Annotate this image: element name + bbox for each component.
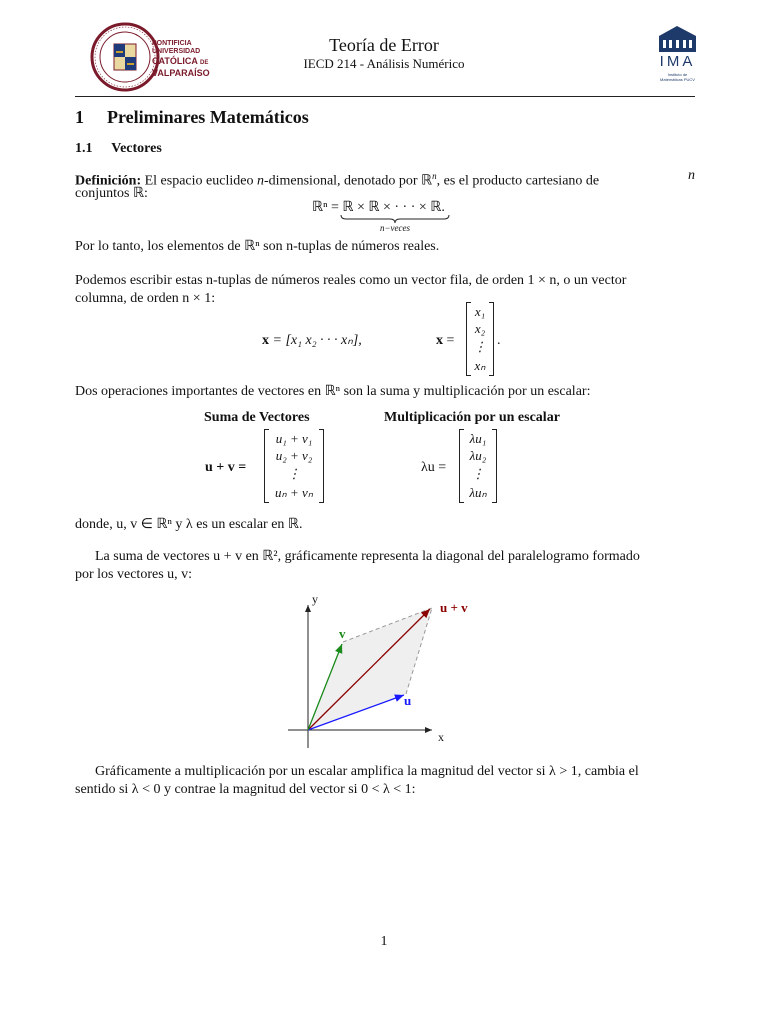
logo-line-2: UNIVERSIDAD — [152, 48, 201, 55]
label-v: v — [339, 626, 346, 641]
building-icon — [655, 22, 700, 54]
column-vector-period: . — [497, 333, 501, 348]
definition-text-1: El espacio euclideo — [144, 173, 254, 189]
paragraph-ntuples: Por lo tanto, los elementos de ℝⁿ son n-tuplas de números reales. — [75, 239, 440, 254]
paragraph-operations: Dos operaciones importantes de vectores en ℝⁿ son la suma y multiplicación por un escalar: — [75, 384, 591, 399]
y-axis-label: y — [312, 592, 318, 606]
formula-rhs: ℝ × ℝ × · · · × ℝ — [342, 200, 442, 215]
paragraph-where: donde, u, v ∈ ℝⁿ y λ es un escalar en ℝ. — [75, 517, 303, 532]
paragraph-row-col-line-1: Podemos escribir estas n-tuplas de números reales como un vector fila, de orden 1 × n, o un vector — [75, 273, 627, 288]
scalar-entry-2: λu₂ — [469, 448, 487, 463]
col-entry-2: x₂ — [474, 321, 486, 336]
column-vector-lhs: x = — [436, 333, 455, 348]
x-axis-label: x — [438, 730, 444, 744]
label-u-plus-v: u + v — [440, 600, 468, 615]
definition-text-4: conjuntos — [75, 186, 130, 201]
definition-label: Definición: — [75, 173, 142, 189]
col-entry-4: xₙ — [474, 358, 486, 373]
ima-logo-text: IMA — [659, 53, 696, 70]
paragraph-scalar-graphic — [75, 763, 700, 799]
paragraph-sum-graphic-line-1: La suma de vectores u + v en ℝ², gráficamente representa la diagonal del paralelogramo formado — [95, 549, 640, 564]
logo-line-4: VALPARAÍSO — [152, 68, 210, 78]
section-number: 1 — [75, 107, 84, 127]
definition-continuation: conjuntos ℝ: — [75, 186, 148, 201]
paragraph-row-col-line-2: columna, de orden n × 1: — [75, 291, 216, 306]
paragraph-scalar-graphic-line-2: sentido si λ < 0 y contrae la magnitud del vector si 0 < λ < 1: — [75, 782, 416, 797]
ima-small-2: Matemáticas PUCV — [660, 77, 695, 82]
scalar-entry-1: λu₁ — [469, 431, 487, 446]
row-vector-eq: = [x₁ x₂ · · · xₙ], — [269, 333, 362, 348]
sum-matrix — [264, 429, 324, 503]
col-entry-3: ⋮ — [473, 339, 487, 354]
logo-line-1: PONTIFICIA — [152, 40, 192, 47]
paragraph-sum-graphic — [75, 548, 700, 584]
underbrace-label: n−veces — [379, 223, 411, 233]
column-vector-matrix — [466, 302, 494, 376]
definition-text-3: , es el producto cartesiano de — [436, 173, 600, 189]
label-u: u — [404, 693, 412, 708]
formula-lhs: ℝⁿ = — [312, 200, 343, 215]
sum-entry-1: u₁ + v₁ — [275, 431, 313, 446]
paragraph-row-col — [75, 272, 700, 308]
definition-paragraph: Definición: El espacio euclideo n-dimensional, denotado por ℝ$^n$, es el producto cartesiano de n — [75, 168, 695, 189]
scalar-entry-4: λuₙ — [469, 485, 487, 500]
page-number: 1 — [380, 934, 388, 949]
sum-title: Suma de Vectores — [204, 410, 310, 425]
section-title: Preliminares Matemáticos — [107, 107, 309, 127]
row-vector-lhs: x — [262, 333, 269, 348]
sum-entry-2: u₂ + v₂ — [275, 448, 313, 463]
ima-small-1: Instituto de — [667, 72, 688, 77]
logo-line-3: CATÓLICA — [152, 56, 198, 66]
formula-end: . — [441, 200, 445, 215]
row-vector — [262, 332, 362, 350]
scalar-lhs: λu = — [421, 460, 447, 475]
scalar-matrix — [459, 429, 497, 503]
header-rule — [75, 96, 695, 97]
sum-entry-4: uₙ + vₙ — [275, 485, 313, 500]
paragraph-scalar-graphic-line-1: Gráficamente a multiplicación por un escalar amplifica la magnitud del vector si λ > 1, cambia el — [95, 764, 639, 779]
document-subtitle: IECD 214 - Análisis Numérico — [303, 56, 465, 71]
col-entry-1: x₁ — [474, 304, 486, 319]
document-title: Teoría de Error — [329, 35, 439, 55]
logo-line-3b: DE — [200, 60, 209, 66]
definition-text-2: -dimensional, denotado por — [263, 173, 418, 189]
subsection-heading — [75, 141, 162, 157]
ima-logo — [655, 22, 700, 84]
subsection-number: 1.1 — [75, 141, 93, 156]
scalar-entry-3: ⋮ — [471, 466, 485, 481]
scalar-title: Multiplicación por un escalar — [384, 410, 560, 425]
subsection-title: Vectores — [111, 141, 162, 156]
sum-lhs: u + v = — [205, 460, 247, 475]
paragraph-sum-graphic-line-2: por los vectores u, v: — [75, 567, 193, 582]
sum-entry-3: ⋮ — [287, 466, 301, 481]
section-heading — [75, 107, 309, 128]
